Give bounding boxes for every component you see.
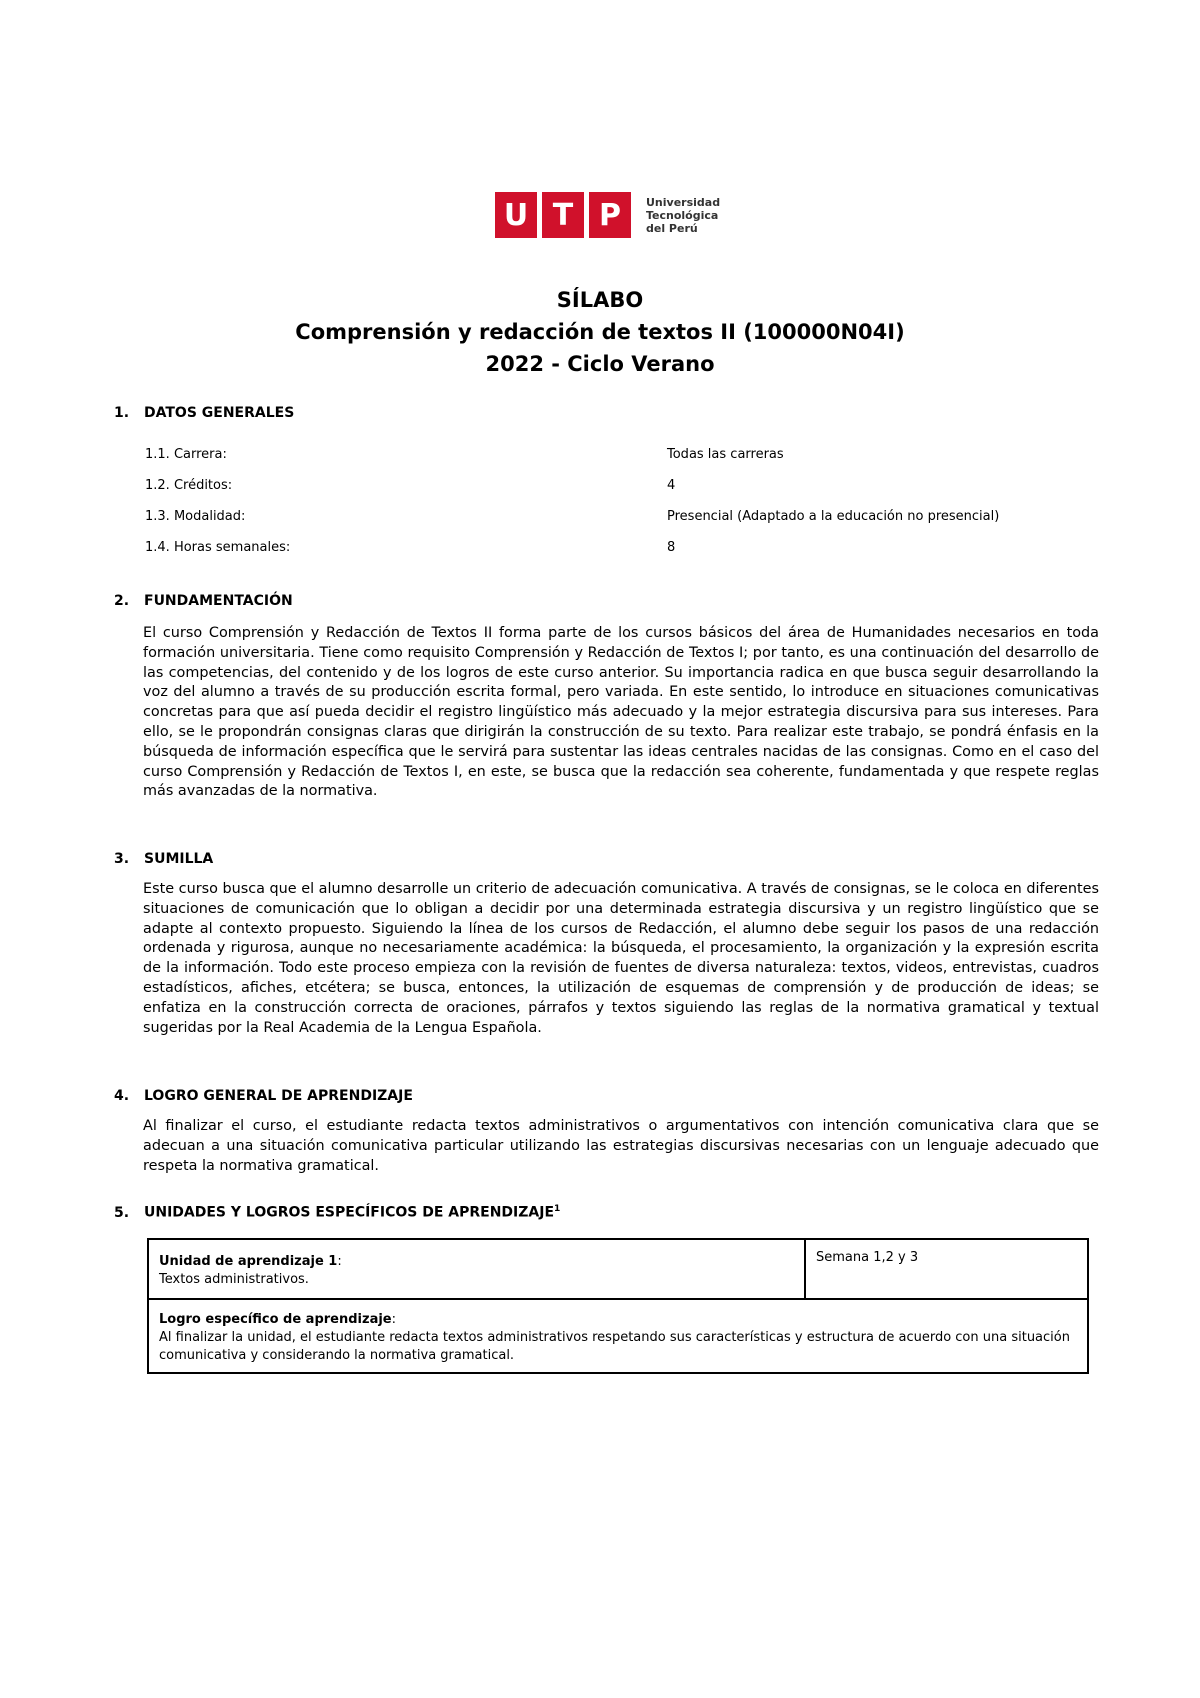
term-title: 2022 - Ciclo Verano — [485, 352, 715, 376]
document-title: SÍLABO — [556, 288, 644, 312]
unit-table — [147, 1238, 1089, 1374]
section-title: SUMILLA — [144, 851, 214, 867]
unit-name: Textos administrativos. — [159, 1272, 309, 1287]
section-title: DATOS GENERALES — [144, 405, 295, 421]
unit-name-cell — [149, 1240, 806, 1298]
unit-label: Unidad de aprendizaje 1 — [159, 1254, 338, 1269]
datos-label: 1.1. Carrera: — [145, 447, 227, 462]
section-heading-unidades — [114, 1204, 560, 1221]
section-heading-sumilla — [114, 851, 213, 867]
section-heading-fundamentacion — [114, 593, 293, 609]
fundamentacion-paragraph: El curso Comprensión y Redacción de Textos II forma parte de los cursos básicos del área de Humanidades necesarios en toda formación universitaria. Tiene como requisito Comprensión y Redacción de Textos I; por tanto, es una continuación del desarrollo de las competencias, del contenido y de los logros de este curso anterior. Su importancia radica en que busca seguir desarrollando la voz del alumno a través de su producción escrita formal, pero variada. En este sentido, lo introduce en situaciones comunicativas concretas para que así pueda decidir el registro lingüístico más adecuado y la mejor estrategia discursiva para sus intereses. Para ello, se le propondrán consignas claras que dirigirán la construcción de su texto. Para realizar este trabajo, se pondrá énfasis en la búsqueda de información específica que le servirá para sustentar las ideas centrales nacidas de las consignas. Como en el caso del curso Comprensión y Redacción de Textos I, en este, se busca que la redacción sea coherente, fundamentada y que respete reglas más avanzadas de la normativa. — [143, 625, 1099, 800]
section-number: 1. — [114, 405, 130, 421]
section-title: UNIDADES Y LOGROS ESPECÍFICOS DE APRENDIZAJE — [144, 1204, 555, 1221]
datos-label: 1.2. Créditos: — [145, 478, 233, 493]
unit-table-row-header — [149, 1240, 1087, 1300]
datos-value: Presencial (Adaptado a la educación no presencial) — [667, 509, 1000, 524]
course-title: Comprensión y redacción de textos II (100000N04I) — [295, 320, 905, 344]
logo-letter-t: T — [542, 192, 584, 238]
unit-logro-cell: Logro específico de aprendizaje: Al finalizar la unidad, el estudiante redacta textos administrativos respetando sus características y estructura de acuerdo con una situación comunicativa y considerando la normativa gramatical. — [149, 1300, 1087, 1365]
logro-general-paragraph: Al finalizar el curso, el estudiante redacta textos administrativos o argumentativos con intención comunicativa clara que se adecuan a una situación comunicativa particular utilizando las estrategias discursivas necesarias con un lenguaje adecuado que respeta la normativa gramatical. — [143, 1118, 1099, 1174]
logo-letter-u: U — [495, 192, 537, 238]
section-heading-logro-general — [114, 1088, 413, 1104]
section-number: 4. — [114, 1088, 130, 1104]
logo-line-3: del Perú — [646, 221, 698, 235]
logro-especifico-text: Al finalizar la unidad, el estudiante redacta textos administrativos respetando sus características y estructura de acuerdo con una situación comunicativa y considerando la normativa gramatical. — [159, 1330, 1070, 1363]
logro-especifico-label: Logro específico de aprendizaje — [159, 1312, 392, 1327]
unit-weeks-cell: Semana 1,2 y 3 — [816, 1250, 919, 1265]
section-number: 5. — [114, 1204, 130, 1221]
section-number: 2. — [114, 593, 130, 609]
unit-label-colon: : — [337, 1254, 342, 1269]
datos-value: Todas las carreras — [667, 447, 784, 462]
utp-logo — [495, 190, 720, 240]
sumilla-paragraph: Este curso busca que el alumno desarrolle un criterio de adecuación comunicativa. A través de consignas, se le coloca en diferentes situaciones de comunicación que lo obligan a decidir por una determinada estrategia discursiva y un registro lingüístico que se adapte al contexto propuesto. Siguiendo la línea de los cursos de Redacción, el alumno debe seguir los pasos de una redacción ordenada y rigurosa, aunque no necesariamente académica: la búsqueda, el procesamiento, la organización y la expresión escrita de la información. Todo este proceso empieza con la revisión de fuentes de diversa naturaleza: textos, videos, entrevistas, cuadros estadísticos, afiches, etcétera; se busca, entonces, la utilización de esquemas de comprensión y de producción de ideas; se enfatiza en la construcción correcta de oraciones, párrafos y textos siguiendo las reglas de la normativa gramatical y textual sugeridas por la Real Academia de la Lengua Española. — [143, 881, 1099, 1036]
section-title: LOGRO GENERAL DE APRENDIZAJE — [144, 1088, 413, 1104]
logo-line-1: Universidad — [646, 195, 721, 209]
datos-value: 8 — [667, 540, 676, 555]
logo-line-2: Tecnológica — [646, 208, 719, 222]
document-title-block — [0, 284, 1200, 380]
datos-label: 1.4. Horas semanales: — [145, 540, 291, 555]
section-number: 3. — [114, 851, 130, 867]
datos-label: 1.3. Modalidad: — [145, 509, 246, 524]
logo-university-name — [646, 196, 720, 235]
section-heading-datos-generales — [114, 405, 294, 421]
section-title: FUNDAMENTACIÓN — [144, 593, 293, 609]
logo-letter-p: P — [589, 192, 631, 238]
datos-value: 4 — [667, 478, 676, 493]
footnote-marker: 1 — [554, 1204, 561, 1214]
